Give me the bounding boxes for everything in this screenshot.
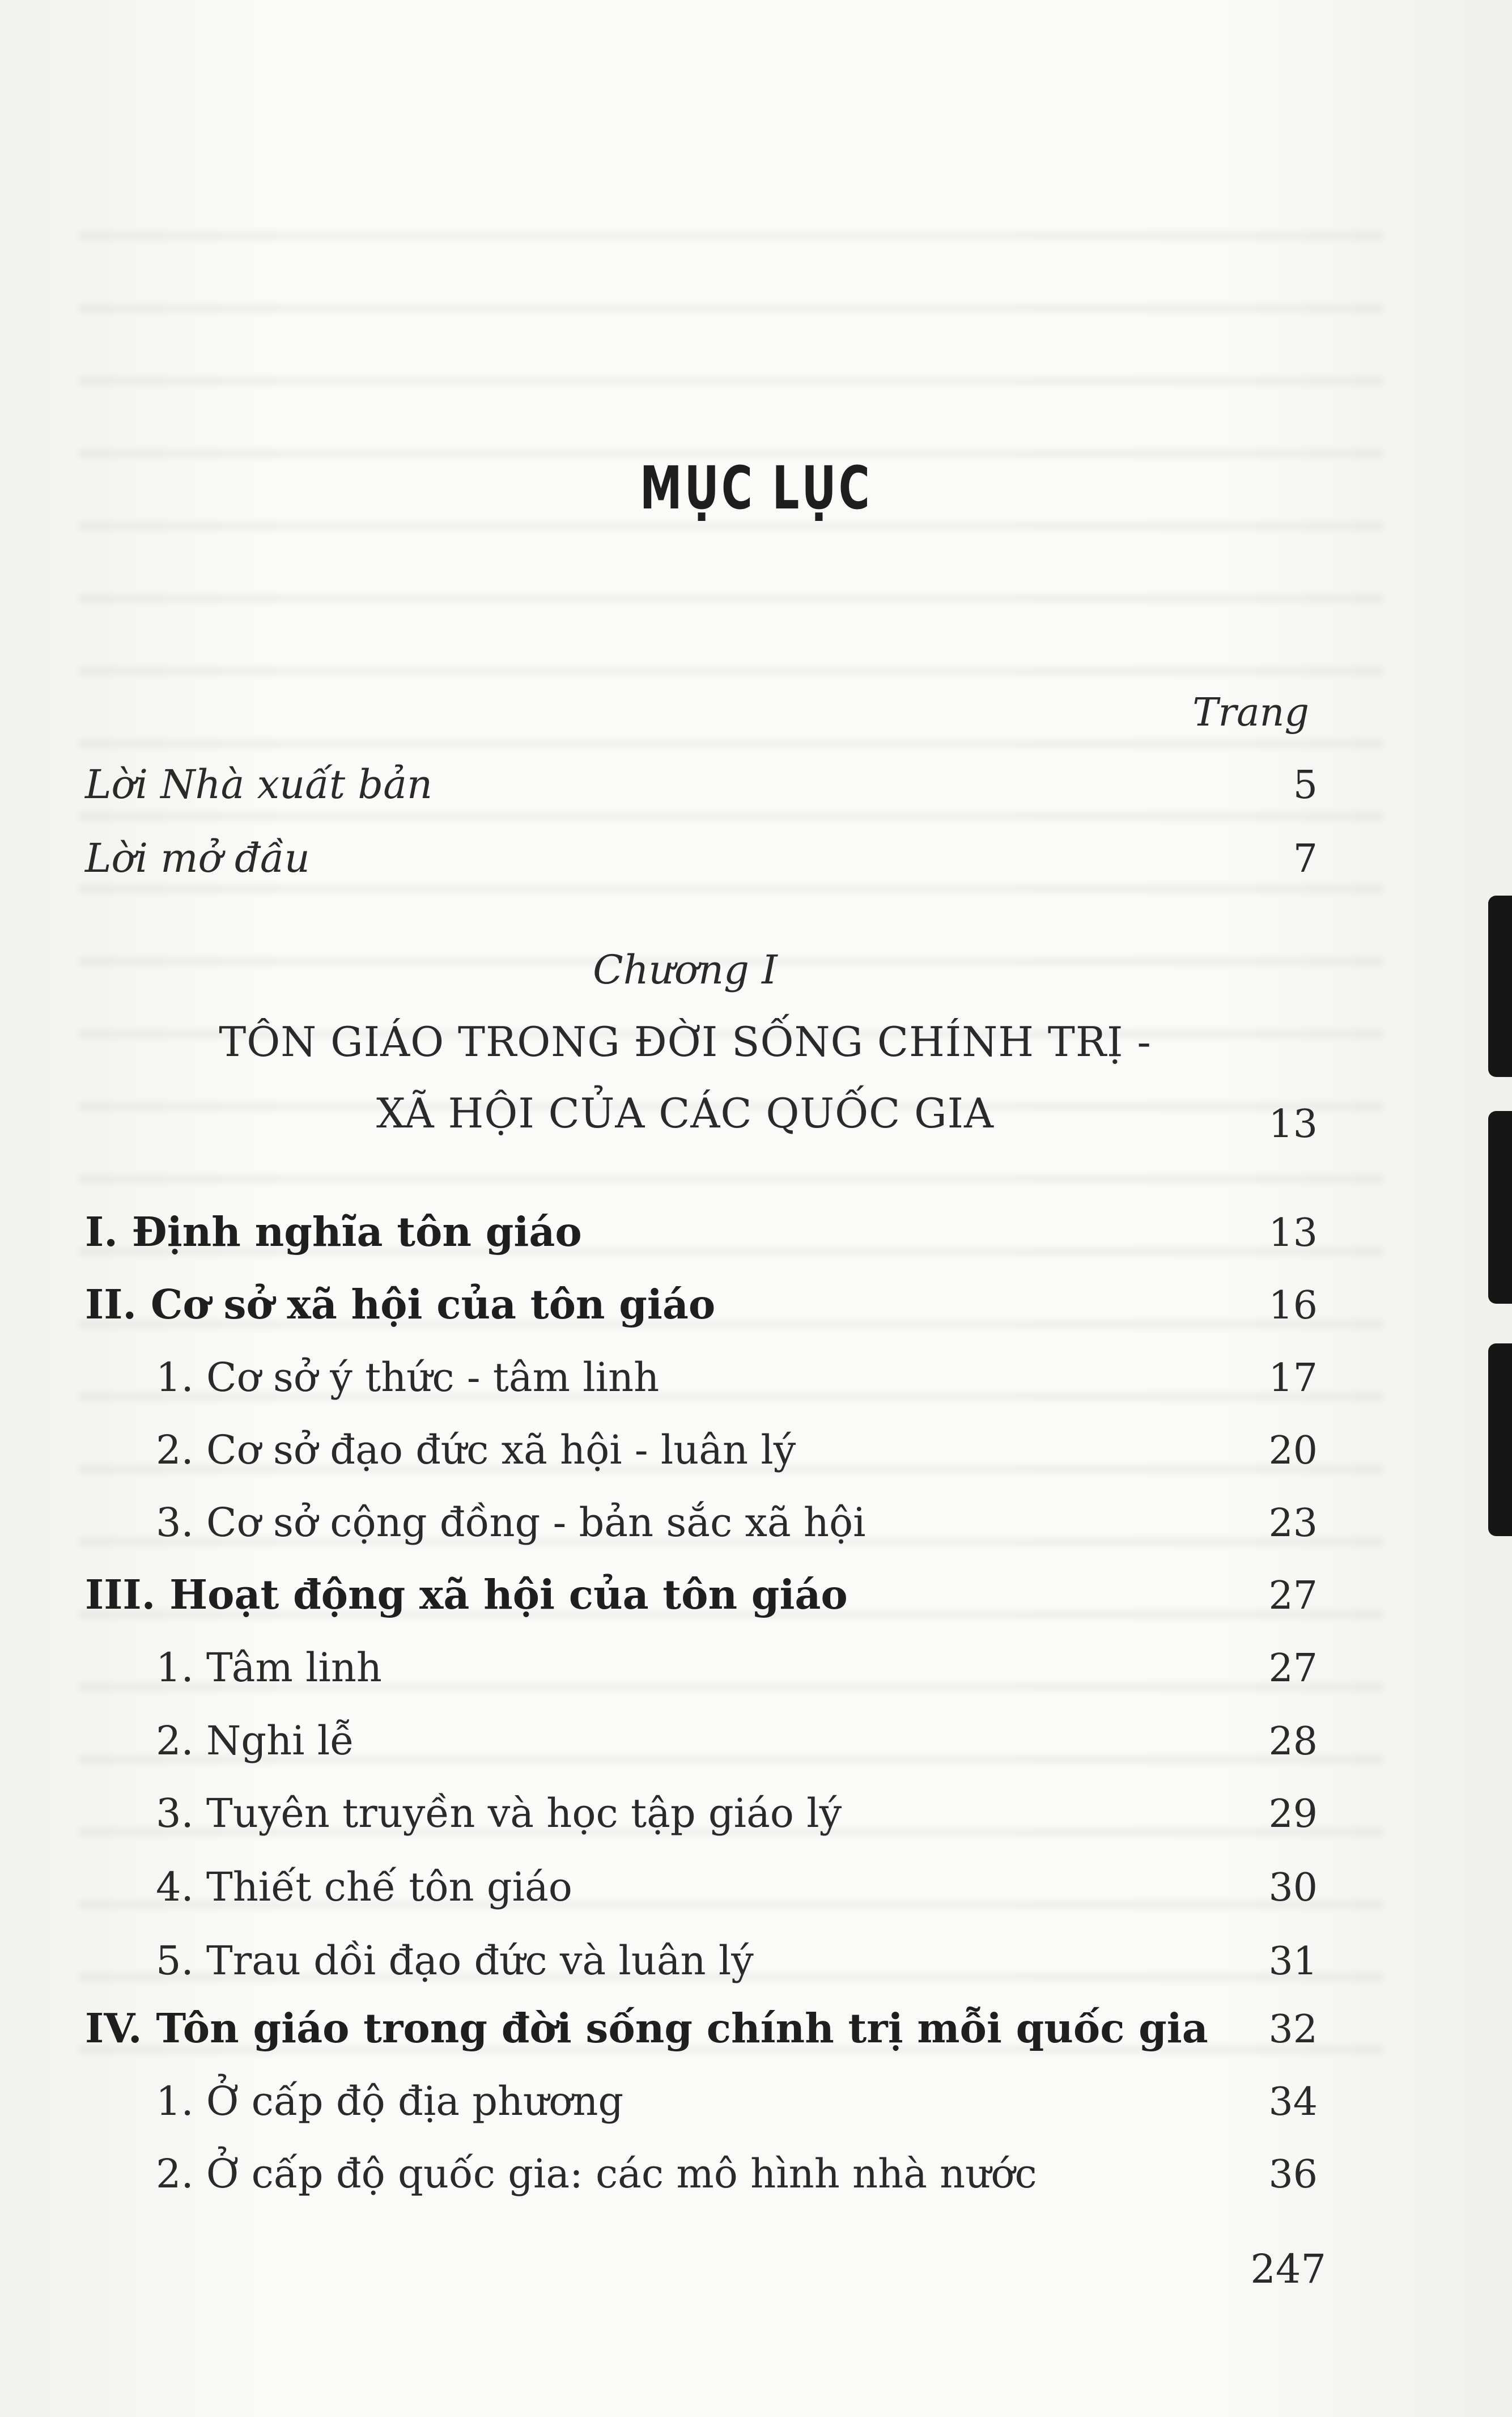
toc-entry-label: Lời mở đầu (85, 835, 310, 881)
toc-entry-page: 13 (1268, 1211, 1318, 1256)
toc-entry-page: 27 (1268, 1646, 1318, 1691)
toc-subentry[interactable] (85, 1489, 1318, 1546)
toc-entry-page: 23 (1268, 1501, 1318, 1546)
toc-entry-label: II. Cơ sở xã hội của tôn giáo (85, 1280, 716, 1328)
toc-entry-label: 4. Thiết chế tôn giáo (156, 1864, 572, 1910)
toc-entry-label: 3. Cơ sở cộng đồng - bản sắc xã hội (156, 1499, 866, 1546)
page-title: MỤC LỤC (639, 453, 873, 523)
toc-entry-label: 2. Ở cấp độ quốc gia: các mô hình nhà nước (156, 2151, 1037, 2197)
toc-section-4[interactable] (85, 1995, 1318, 2052)
toc-subentry[interactable] (85, 1417, 1318, 1473)
toc-subentry[interactable] (85, 1854, 1318, 1910)
toc-entry-label: 1. Tâm linh (156, 1644, 383, 1691)
toc-entry-publisher-note[interactable] (85, 751, 1318, 808)
toc-entry-label: 1. Ở cấp độ địa phương (156, 2078, 624, 2125)
toc-entry-page: 32 (1268, 2007, 1318, 2052)
page-column-header: Trang (1192, 690, 1309, 735)
toc-entry-page: 34 (1268, 2080, 1318, 2125)
toc-subentry[interactable] (85, 1707, 1318, 1764)
toc-entry-page: 31 (1268, 1939, 1318, 1984)
chapter-label: Chương I (593, 947, 778, 993)
page-edge-tab (1488, 1111, 1512, 1304)
toc-entry-page: 28 (1268, 1719, 1318, 1764)
toc-entry-label: Lời Nhà xuất bản (85, 761, 433, 808)
toc-section-2[interactable] (85, 1271, 1318, 1328)
chapter-title-line-2[interactable]: XÃ HỘI CỦA CÁC QUỐC GIA (376, 1089, 995, 1137)
toc-entry-page: 36 (1268, 2152, 1318, 2197)
toc-entry-label: I. Định nghĩa tôn giáo (85, 1208, 582, 1256)
chapter-page: 13 (1268, 1102, 1318, 1147)
toc-entry-label: III. Hoạt động xã hội của tôn giáo (85, 1571, 848, 1618)
toc-section-3[interactable] (85, 1562, 1318, 1618)
page-edge-tab (1488, 1343, 1512, 1536)
toc-entry-label: 2. Cơ sở đạo đức xã hội - luân lý (156, 1427, 796, 1473)
toc-entry-page: 5 (1293, 763, 1318, 808)
toc-subentry[interactable] (85, 1927, 1318, 1984)
toc-entry-page: 16 (1268, 1283, 1318, 1328)
toc-entry-label: 3. Tuyên truyền và học tập giáo lý (156, 1790, 842, 1837)
chapter-title-line-1[interactable]: TÔN GIÁO TRONG ĐỜI SỐNG CHÍNH TRỊ - (219, 1018, 1152, 1066)
toc-entry-label: 1. Cơ sở ý thức - tâm linh (156, 1354, 660, 1401)
toc-subentry[interactable] (85, 1634, 1318, 1691)
toc-entry-label: 5. Trau dồi đạo đức và luân lý (156, 1937, 754, 1984)
toc-subentry[interactable] (85, 2140, 1318, 2197)
toc-entry-label: IV. Tôn giáo trong đời sống chính trị mỗi quốc gia (85, 2004, 1208, 2052)
toc-entry-page: 20 (1268, 1428, 1318, 1473)
toc-entry-page: 7 (1293, 837, 1318, 881)
toc-subentry[interactable] (85, 1344, 1318, 1401)
toc-entry-page: 27 (1268, 1574, 1318, 1618)
toc-entry-page: 30 (1268, 1865, 1318, 1910)
page-edge-tab (1488, 896, 1512, 1077)
toc-entry-introduction[interactable] (85, 825, 1318, 881)
toc-section-1[interactable] (85, 1199, 1318, 1256)
toc-entry-page: 17 (1268, 1356, 1318, 1401)
page-number: 247 (1250, 2246, 1326, 2292)
toc-entry-label: 2. Nghi lễ (156, 1718, 355, 1764)
toc-entry-page: 29 (1268, 1792, 1318, 1837)
toc-subentry[interactable] (85, 2068, 1318, 2125)
toc-subentry[interactable] (85, 1780, 1318, 1837)
